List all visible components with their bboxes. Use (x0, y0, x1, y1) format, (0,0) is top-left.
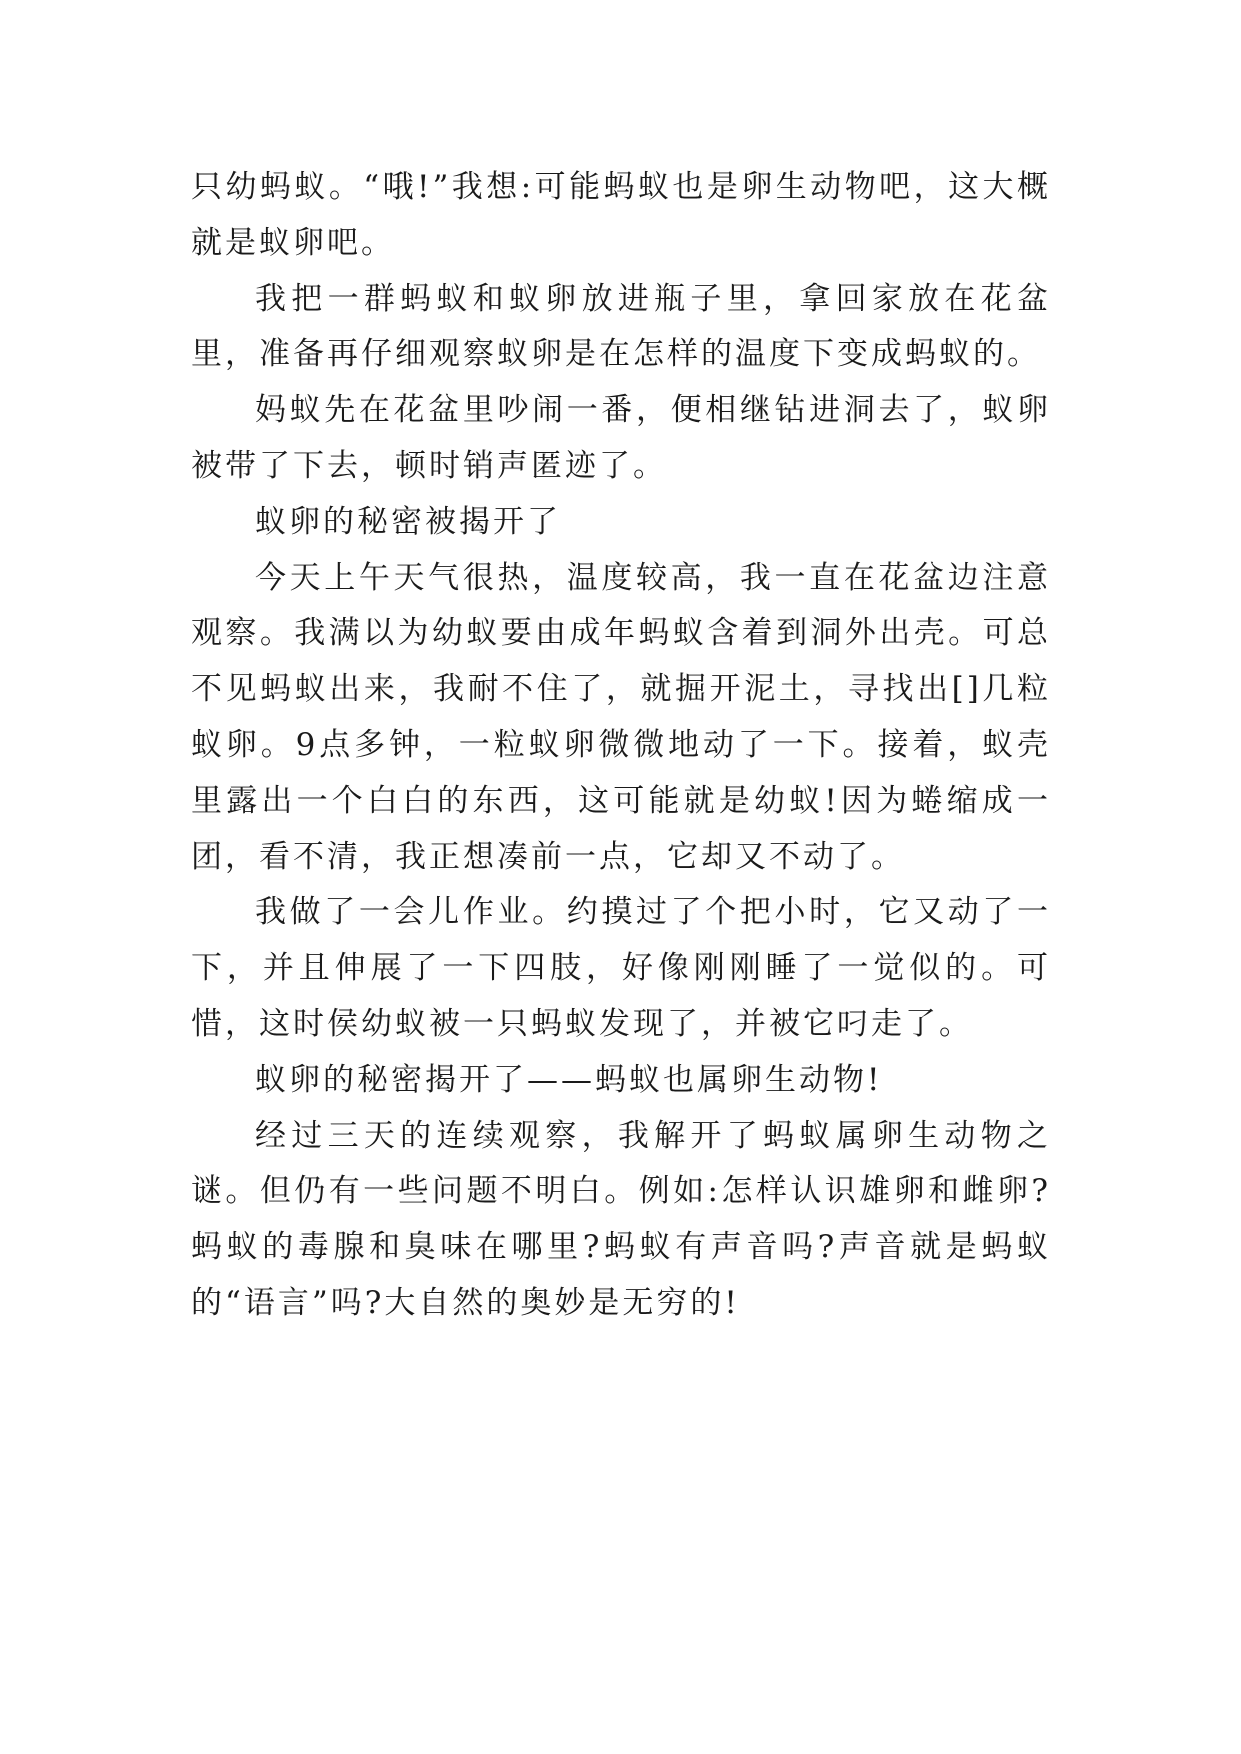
document-body (191, 160, 1051, 1332)
paragraph: 今天上午天气很热，温度较高，我一直在花盆边注意观察。我满以为幼蚁要由成年蚂蚁含着到洞外出壳。可总不见蚂蚁出来，我耐不住了，就掘开泥土，寻找出[]几粒蚁卵。9点多钟，一粒蚁卵微微地动了一下。接着，蚁壳里露出一个白白的东西，这可能就是幼蚁!因为蜷缩成一团，看不清，我正想凑前一点，它却又不动了。 (191, 559, 1051, 875)
paragraph: 妈蚁先在花盆里吵闹一番，便相继钻进洞去了，蚁卵被带了下去，顿时销声匿迹了。 (191, 392, 1051, 484)
section-heading: 蚁卵的秘密被揭开了 (255, 503, 561, 540)
paragraph: 我把一群蚂蚁和蚁卵放进瓶子里，拿回家放在花盆里，准备再仔细观察蚁卵是在怎样的温度下变成蚂蚁的。 (191, 280, 1051, 373)
paragraph: 我做了一会儿作业。约摸过了个把小时，它又动了一下，并且伸展了一下四肢，好像刚刚睡了一觉似的。可惜，这时侯幼蚁被一只蚂蚁发现了，并被它叼走了。 (191, 894, 1051, 1042)
paragraph: 只幼蚂蚁。“哦!”我想:可能蚂蚁也是卵生动物吧，这大概就是蚁卵吧。 (191, 169, 1051, 261)
conclusion-line: 蚁卵的秘密揭开了——蚂蚁也属卵生动物! (255, 1061, 883, 1098)
paragraph: 经过三天的连续观察，我解开了蚂蚁属卵生动物之谜。但仍有一些问题不明白。例如:怎样认识雄卵和雌卵?蚂蚁的毒腺和臭味在哪里?蚂蚁有声音吗?声音就是蚂蚁的“语言”吗?大自然的奥妙是无穷的! (191, 1117, 1051, 1321)
